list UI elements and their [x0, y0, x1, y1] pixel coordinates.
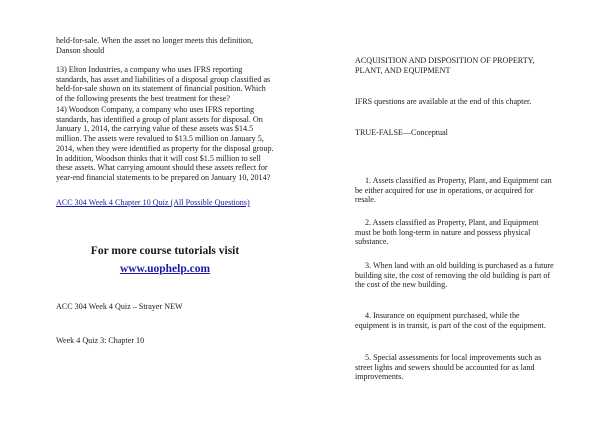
tf-question-3: 3. When land with an old building is purchased as a future building site, the cost of removing the old building is part of the cost of the new building.: [355, 261, 554, 290]
tf-question-1: 1. Assets classified as Property, Plant, and Equipment can be either acquired for use in operations, or acquired for resale.: [355, 176, 552, 205]
tf-question-2: 2. Assets classified as Property, Plant, and Equipment must be both long-term in nature and possess physical substance.: [355, 218, 539, 247]
section-heading: TRUE-FALSE—Conceptual: [355, 128, 448, 137]
site-url-link[interactable]: www.uophelp.com: [119, 262, 211, 275]
intro-paragraph: held-for-sale. When the asset no longer meets this definition, Danson should: [56, 36, 254, 55]
tf-question-4: 4. Insurance on equipment purchased, while the equipment is in transit, is part of the cost of the equipment.: [355, 311, 546, 330]
quiz-link[interactable]: ACC 304 Week 4 Chapter 10 Quiz (All Possible Questions): [56, 198, 250, 207]
ifrs-note: IFRS questions are available at the end of this chapter.: [355, 97, 532, 106]
tf-question-5: 5. Special assessments for local improvements such as street lights and sewers should be accounted for as land improvements.: [355, 353, 542, 382]
quiz-3-text: Week 4 Quiz 3: Chapter 10: [56, 336, 145, 345]
chapter-heading: ACQUISITION AND DISPOSITION OF PROPERTY, PLANT, AND EQUIPMENT: [355, 56, 535, 75]
question-13: 13) Elton Industries, a company who uses IFRS reporting standards, has asset and liabilities of a disposal group classified as held-for-sale shown on its statement of financial position. Which of the following presents the best treatment for these?: [56, 65, 271, 104]
question-14: 14) Woodson Company, a company who uses IFRS reporting standards, has identified a group of plant assets for disposal. On January 1, 2014, the carrying value of these assets was $14.5 million. The assets were revalued to $13.5 million on January 5, 2014, when they were identified as property for the disposal group. In addition, Woodson thinks that it will cost $1.5 million to sell these assets. What carrying amount should these assets reflect for year-end financial statements to be prepared on January 10, 2014?: [56, 105, 274, 182]
quiz-strayer-text: ACC 304 Week 4 Quiz – Strayer NEW: [56, 302, 183, 311]
more-tutorials-text: For more course tutorials visit: [90, 244, 240, 257]
